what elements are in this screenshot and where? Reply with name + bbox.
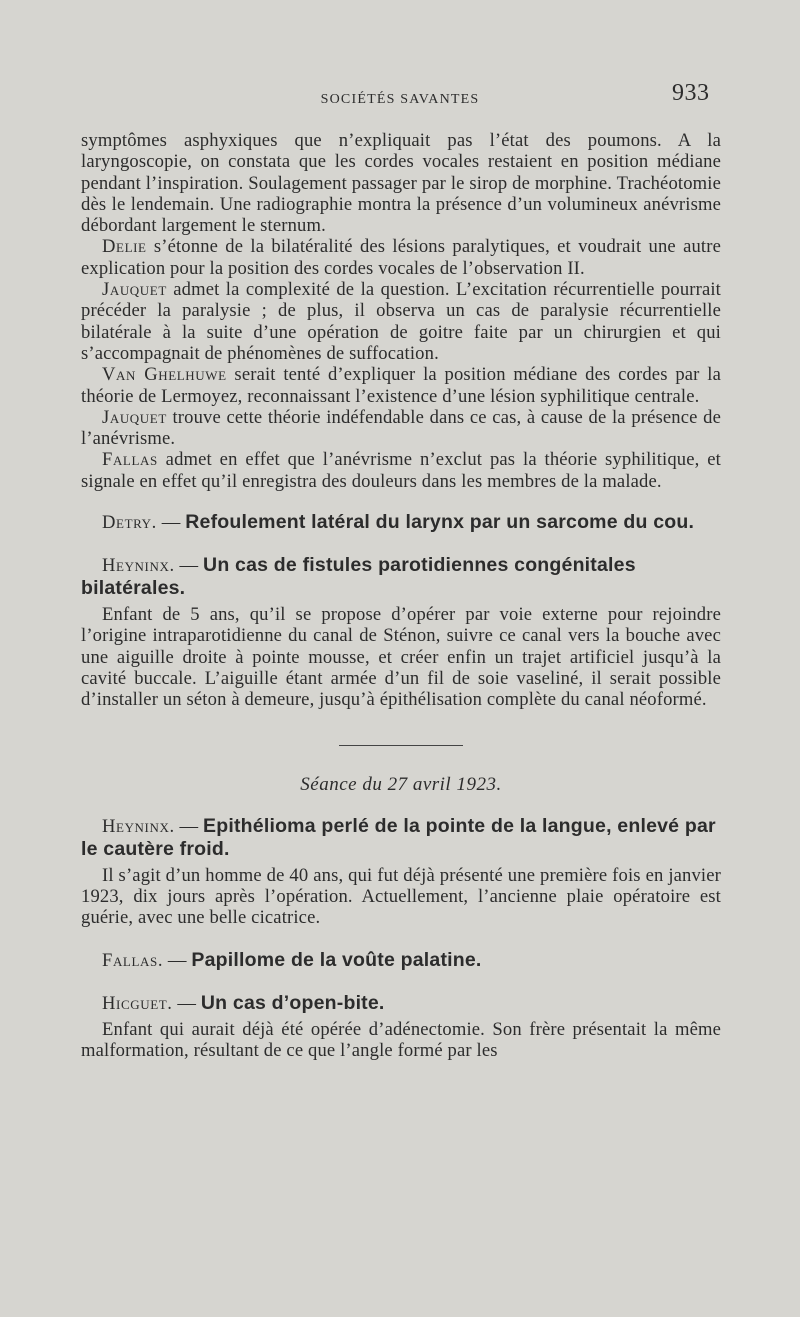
paragraph-van-ghelhuwe (81, 364, 721, 407)
paragraph-text: serait tenté d’expliquer la position médiane des cordes par la théorie de Lermoyez, reconnaissant l’existence d’une lésion syphilitique centrale. (81, 364, 721, 407)
paragraph-continuation: symptômes asphyxiques que n’expliquait pas l’état des poumons. A la laryngoscopie, on constata que les cordes vocales restaient en position médiane pendant l’inspiration. Soulagement passager par le sirop de morphine. Trachéotomie dès le lendemain. Une radiographie montra la présence d’un volumineux anévrisme débordant largement le sternum. (81, 130, 721, 237)
author-name: Van Ghelhuwe (102, 364, 227, 386)
author-name: Fallas (102, 449, 158, 471)
running-header: SOCIÉTÉS SAVANTES (320, 92, 480, 107)
paragraph-text: trouve cette théorie indéfendable dans ce cas, à cause de la présence de l’anévrisme. (81, 406, 721, 450)
entry-dash: — (174, 555, 204, 577)
author-name: Hicguet. (102, 992, 173, 1014)
entry-dash: — (156, 512, 186, 534)
author-name: Heyninx. (102, 815, 175, 837)
section-divider (339, 745, 463, 746)
entry-detry (81, 511, 721, 534)
entry-text: Enfant qui aurait déjà été opérée d’adénectomie. Son frère présentait la même malformation, résultant de ce que l’angle formé par les (81, 1018, 721, 1062)
paragraph-text: admet en effet que l’anévrisme n’exclut pas la théorie syphilitique, et signale en effet qu’il enregistra des douleurs dans les membres de la malade. (81, 449, 721, 492)
author-name: Heyninx. (102, 555, 175, 577)
entry-fallas-papillome (81, 949, 721, 972)
entry-dash: — (172, 992, 201, 1014)
page-number: 933 (672, 80, 710, 106)
entry-heyninx-fistules (81, 554, 721, 600)
entry-hicguet (81, 992, 721, 1015)
entry-title: Un cas de fistules parotidiennes congénitales bilatérales. (81, 554, 636, 600)
entry-dash: — (174, 815, 204, 837)
paragraph-fallas (81, 449, 721, 492)
entry-title: Refoulement latéral du larynx par un sarcome du cou. (185, 511, 695, 534)
paragraph-text: admet la complexité de la question. L’excitation récurrentielle pourrait précéder la paralysie ; de plus, il observa un cas de paralysie récurrentielle bilatérale à la suite d’une opération de goitre faite par un chirurgien et qui s’accompagnait de phénomènes de suffocation. (81, 279, 721, 364)
page-body (81, 130, 721, 1061)
author-name: Jauquet (102, 406, 167, 428)
paragraph-text: s’étonne de la bilatéralité des lésions paralytiques, et voudrait une autre explication pour la position des cordes vocales de l’observation II. (81, 236, 721, 279)
entry-text: Enfant de 5 ans, qu’il se propose d’opérer par voie externe pour rejoindre l’origine intraparotidienne du canal de Sténon, suivre ce canal vers la bouche avec une aiguille droite à pointe mousse, et créer enfin un trajet artificiel jusqu’à la cavité buccale. L’aiguille étant armée d’un fil de soie vaseliné, il serait possible d’installer un séton à demeure, jusqu’à épithélisation complète du canal néoformé. (81, 604, 721, 711)
entry-heyninx-epithelioma (81, 815, 721, 861)
paragraph-delie (81, 236, 721, 279)
entry-title: Un cas d’open-bite. (200, 991, 385, 1014)
author-name: Fallas. (102, 949, 164, 971)
entry-title: Papillome de la voûte palatine. (191, 948, 482, 971)
seance-heading: Séance du 27 avril 1923. (300, 773, 502, 795)
paragraph-jauquet-2 (81, 407, 721, 450)
entry-title: Epithélioma perlé de la pointe de la langue, enlevé par le cautère froid. (81, 814, 716, 860)
entry-dash: — (163, 949, 192, 971)
author-name: Detry. (102, 512, 157, 534)
author-name: Delie (102, 236, 147, 258)
entry-text: Il s’agit d’un homme de 40 ans, qui fut déjà présenté une première fois en janvier 1923, dix jours après l’opération. Actuellement, l’ancienne plaie opératoire est guérie, avec une belle cicatrice. (81, 864, 721, 929)
paragraph-jauquet (81, 279, 721, 364)
author-name: Jauquet (102, 279, 167, 301)
